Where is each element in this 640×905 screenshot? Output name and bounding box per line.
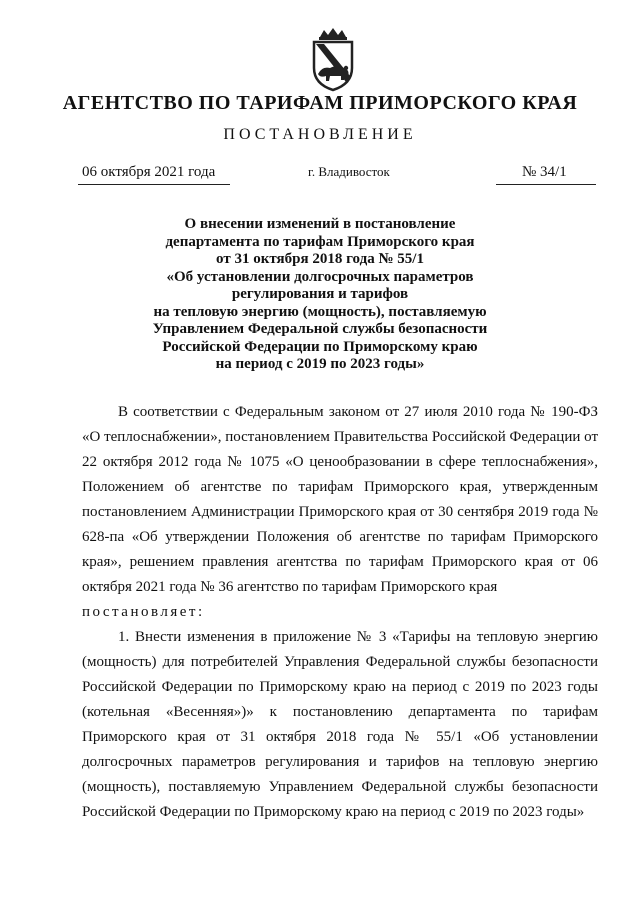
title-line: регулирования и тарифов — [231, 286, 409, 302]
title-line: Управлением Федеральной службы безопасности — [152, 321, 488, 337]
title-line: «Об установлении долгосрочных параметров — [166, 268, 474, 285]
title-line: Российской Федерации по Приморскому краю — [162, 338, 478, 355]
title-line: от 31 октября 2018 года № 55/1 — [216, 251, 424, 267]
document-title — [120, 216, 520, 374]
document-date: 06 октября 2021 года — [82, 164, 216, 180]
title-line: на период с 2019 по 2023 годы» — [215, 356, 425, 372]
number-underline — [496, 184, 596, 185]
decree-word: постановляет: — [82, 604, 205, 620]
item-1-paragraph: 1. Внести изменения в приложение № 3 «Тарифы на тепловую энергию (мощность) для потребителей Управления Федеральной службы безопасности Российской Федерации по Приморскому краю на период с 2019 по 2023 годы (котельная «Весенняя»)» к постановлению департамента по тарифам Приморского края от 31 октября 2018 года № 55/1 «Об установлении долгосрочных параметров регулирования и тарифов на тепловую энергию (мощность), поставляемую Управлением Федеральной службы безопасности Российской Федерации по Приморскому краю на период с 2019 по 2023 годы» — [82, 629, 598, 820]
document-city: г. Владивосток — [308, 164, 390, 179]
preamble-paragraph: В соответствии с Федеральным законом от 27 июля 2010 года № 190-ФЗ «О теплоснабжении», постановлением Правительства Российской Федерации от 22 октября 2012 года № 1075 «О ценообразовании в сфере теплоснабжения», Положением об агентстве по тарифам Приморского края, утвержденным постановлением Администрации Приморского края от 30 сентября 2019 года № 628-па «Об утверждении Положения об агентстве по тарифам Приморского края», решением правления агентства по тарифам Приморского края от 06 октября 2021 года № 36 агентство по тарифам Приморского края — [82, 404, 598, 595]
document-number: № 34/1 — [522, 164, 567, 180]
title-line: департамента по тарифам Приморского края — [165, 233, 475, 250]
document-type: ПОСТАНОВЛЕНИЕ — [223, 126, 417, 143]
title-line: О внесении изменений в постановление — [184, 216, 456, 232]
decree-word-paragraph — [82, 600, 598, 625]
agency-name: АГЕНТСТВО ПО ТАРИФАМ ПРИМОРСКОГО КРАЯ — [62, 92, 578, 114]
date-underline — [78, 184, 230, 185]
title-line: на тепловую энергию (мощность), поставляемую — [153, 303, 487, 320]
document-body — [82, 400, 598, 825]
coat-of-arms-icon — [300, 28, 366, 92]
